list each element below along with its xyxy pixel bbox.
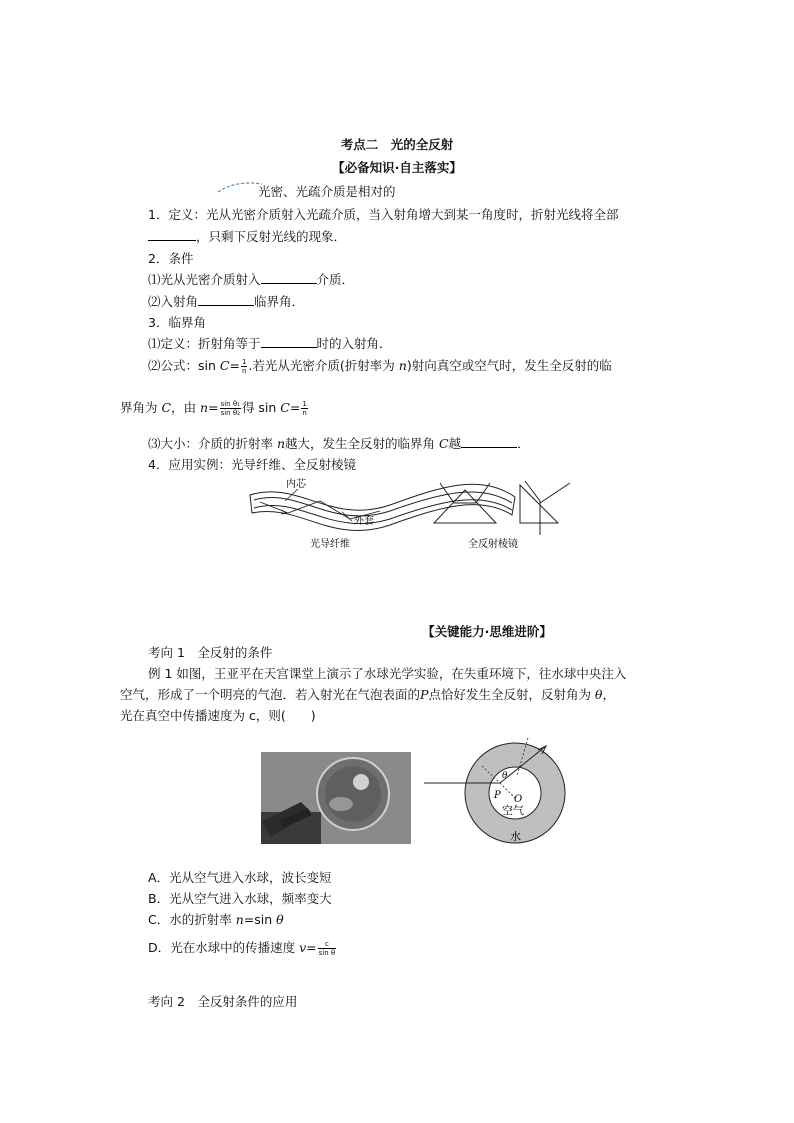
condition-2: ⑵入射角 临界角． <box>148 294 305 309</box>
answer-blank <box>261 271 317 284</box>
critical-angle-formula-2: 界角为 C，由 n= $\frac{\text{sin θ₁}}{\text{sin θ₂}}$ 得 sin C= $\frac{1}{n}$ <box>120 400 307 417</box>
option-b: B．光从空气进入水球，频率变大 <box>148 891 332 906</box>
point-o-label: O <box>514 794 523 805</box>
direction-2-heading: 考向 2 全反射条件的应用 <box>148 994 298 1009</box>
condition-heading: 2．条件 <box>148 251 194 266</box>
prism-right <box>520 481 570 535</box>
option-d: D．光在水球中的传播速度 v= $\frac{c}{\text{sin θ}}$ <box>148 940 336 957</box>
critical-angle-size: ⑶大小：介质的折射率 n越大，发生全反射的临界角 C越 ． <box>148 436 530 451</box>
fiber-prism-figure <box>240 475 580 560</box>
fraction: $\frac{c}{\text{sin θ}}$ <box>318 940 336 957</box>
fraction: $\frac{1}{n}$ <box>241 358 247 375</box>
cladding-label: 外套 <box>354 516 374 527</box>
optical-fiber <box>250 484 515 530</box>
cladding-pointer <box>342 512 352 521</box>
prism-caption: 全反射棱镜 <box>468 539 518 550</box>
critical-angle-heading: 3．临界角 <box>148 315 206 330</box>
core-pointer <box>285 489 298 501</box>
critical-angle-definition: ⑴定义：折射角等于 时的入射角． <box>148 336 392 351</box>
section-heading-knowledge: 【必备知识·自主落实】 <box>332 160 462 175</box>
annotation-arc <box>216 180 264 194</box>
fraction: $\frac{1}{n}$ <box>302 400 307 417</box>
critical-angle-formula: ⑵公式：sin C= $\frac{1}{n}$ .若光从光密介质(折射率为 n)射向真空或空气时，发生全反射的临 <box>148 358 612 375</box>
example-1-line-3: 光在真空中传播速度为 c，则( ) <box>120 708 316 723</box>
definition-line-2: ，只剩下反射光线的现象． <box>148 227 346 245</box>
answer-blank <box>261 335 317 348</box>
answer-blank <box>461 435 517 448</box>
theta-label: θ <box>502 771 508 781</box>
option-c: C．水的折射率 n=sin θ <box>148 912 284 927</box>
point-p-label: P <box>494 790 501 801</box>
definition-line: 1．定义：光从光密介质射入光疏介质，当入射角增大到某一角度时，折射光线将全部 <box>148 207 619 222</box>
example-1-line-2: 空气，形成了一个明亮的气泡．若入射光在气泡表面的P点恰好发生全反射，反射角为 θ， <box>120 687 615 702</box>
core-label: 内芯 <box>286 479 306 490</box>
application-examples: 4．应用实例：光导纤维、全反射棱镜 <box>148 457 356 472</box>
option-a: A．光从空气进入水球，波长变短 <box>148 870 332 885</box>
water-label: 水 <box>510 830 521 843</box>
air-bubble-diagram <box>420 738 570 856</box>
page-title: 考点二 光的全反射 <box>340 137 454 152</box>
condition-1: ⑴光从光密介质射入 介质． <box>148 272 355 287</box>
direction-1-heading: 考向 1 全反射的条件 <box>148 645 273 660</box>
answer-blank <box>198 293 254 306</box>
section-heading-ability: 【关键能力·思维进阶】 <box>422 624 552 639</box>
answer-blank <box>148 228 196 241</box>
fiber-caption: 光导纤维 <box>310 539 350 550</box>
annotation-note: 光密、光疏介质是相对的 <box>258 184 396 199</box>
fraction: $\frac{\text{sin θ₁}}{\text{sin θ₂}}$ <box>220 400 240 417</box>
water-ball-photo <box>261 752 411 844</box>
example-1-line-1: 例 1 如图，王亚平在天宫课堂上演示了水球光学实验，在失重环境下，往水球中央注入 <box>148 666 627 681</box>
air-label: 空气 <box>502 804 524 817</box>
